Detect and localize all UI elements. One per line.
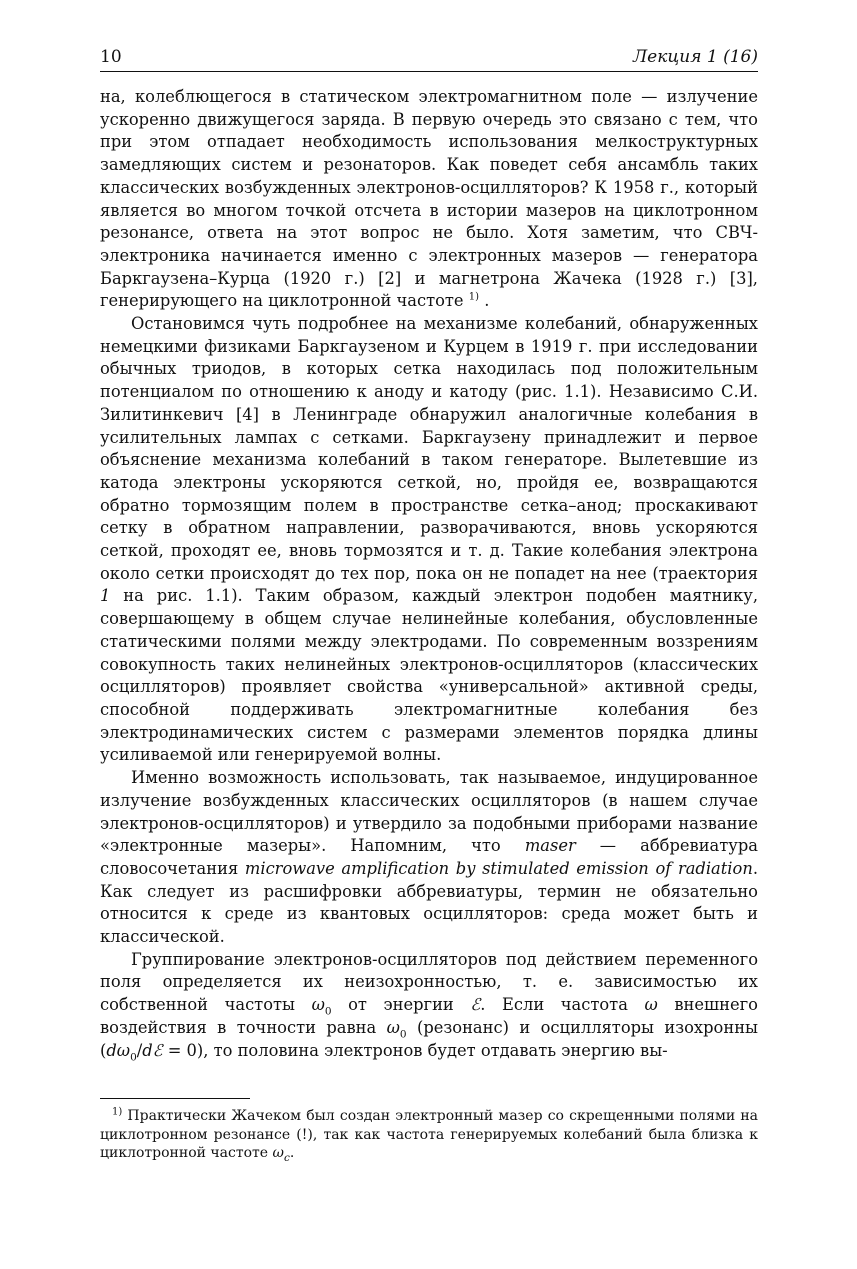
text-run: / <box>136 1040 143 1060</box>
text-run: ω <box>311 995 325 1015</box>
text-run: = 0), то половина электронов будет отдавать энергию вы- <box>162 1040 668 1060</box>
text-run: — аббревиатура словосочетания <box>100 836 758 878</box>
subscript: 0 <box>324 1005 332 1018</box>
page-number: 10 <box>100 47 122 67</box>
text-run: Практически Жачеком был создан электронный мазер со скрещенными полями на циклотронном резонансе (!), так как частота генерируемых колебаний была близка к циклотронной частоте <box>100 1108 758 1161</box>
text-run: ω <box>644 995 658 1015</box>
text-run: 1 <box>100 586 111 606</box>
text-run: от энергии <box>331 995 471 1015</box>
text-run: на рис. 1.1). Таким образом, каждый электрон подобен маятнику, совершающему в общем случае нелинейные колебания, обусловленные статическими полями между электродами. По современным воззрениям совокупность таких нелинейных электронов-осцилляторов (классических осцилляторов) проявляет свойства «универсальной» активной среды, способной поддерживать электромагнитные колебания без электродинамических систем с размерами элементов порядка длины усиливаемой или генерируемой волны. <box>100 586 758 765</box>
text-run: ℰ <box>470 995 481 1015</box>
text-run: Остановимся чуть подробнее на механизме колебаний, обнаруженных немецкими физиками Баркгаузеном и Курцем в 1919 г. при исследовании обычных триодов, в которых сетка находилась под положительным потенциалом по отношению к аноду и катоду (рис. 1.1). Независимо С.И. Зилитинкевич [4] в Ленинграде обнаружил аналогичные колебания в усилительных лампах с сетками. Баркгаузену принадлежит и первое объяснение механизма колебаний в таком генераторе. Вылетевшие из катода электроны ускоряются сеткой, но, пройдя ее, возвращаются обратно тормозящим полем в пространстве сетка–анод; проскакивают сетку в обратном направлении, разворачиваются, вновь ускоряются сеткой, проходят ее, вновь тормозятся и т. д. Такие колебания электрона около сетки происходят до тех пор, пока он не попадет на нее (траектория <box>100 314 758 583</box>
text-run: ω <box>386 1017 400 1037</box>
subscript: c <box>283 1151 290 1164</box>
footnote-marker: 1) <box>112 1106 123 1118</box>
text-run: на, колеблющегося в статическом электромагнитном поле — излучение ускоренно движущегося заряда. В первую очередь это связано с тем, что при этом отпадает необходимость использования мелкоструктурных замедляющих систем и резонаторов. Как поведет себя ансамбль таких классических возбужденных электронов-осцилляторов? К 1958 г., который является во многом точкой отсчета в истории мазеров на циклотронном резонансе, ответа на этот вопрос не было. Хотя заметим, что СВЧ-электроника начинается именно с электронных мазеров — генератора Баркгаузена–Курца (1920 г.) [2] и магнетрона Жачека (1928 г.) [3], генерирующего на циклотронной частоте <box>100 87 758 311</box>
body-text <box>100 86 758 1062</box>
text-run: внешнего воздействия в точности равна <box>100 995 758 1037</box>
footnote <box>100 1107 758 1162</box>
text-run: (резонанс) и осцилляторы изохронны ( <box>100 1017 758 1060</box>
subscript: 0 <box>399 1028 407 1041</box>
text-run: microwave amplification by stimulated emission of radiation <box>244 858 753 878</box>
text-run: maser <box>524 836 576 856</box>
paragraph-2 <box>100 313 758 767</box>
book-page <box>100 46 758 1162</box>
text-run: . <box>289 1144 295 1161</box>
footnote-marker: 1) <box>468 291 480 303</box>
text-run: dω <box>106 1040 131 1060</box>
paragraph-1 <box>100 86 758 313</box>
running-head <box>100 46 758 72</box>
text-run: Именно возможность использовать, так называемое, индуцированное излучение возбужденных классических осцилляторов (в нашем случае электронов-осцилляторов) и утвердило за подобными приборами название «электронные мазеры». Напомним, что <box>100 768 758 856</box>
paragraph-3 <box>100 767 758 949</box>
text-run: . Как следует из расшифровки аббревиатуры, термин не обязательно относится к среде из квантовых осцилляторов: среда может быть и классической. <box>100 858 758 947</box>
text-run: dℰ <box>142 1040 163 1060</box>
footnote-divider <box>100 1098 250 1099</box>
text-run: . <box>479 291 490 311</box>
text-run: Группирование электронов-осцилляторов под действием переменного поля определяется их неизохронностью, т. е. зависимостью их собственной частоты <box>100 949 758 1015</box>
text-run: . Если частота <box>480 995 645 1015</box>
running-title: Лекция 1 (16) <box>633 47 758 67</box>
paragraph-4 <box>100 949 758 1063</box>
text-run: ω <box>272 1144 284 1161</box>
subscript: 0 <box>130 1050 137 1063</box>
